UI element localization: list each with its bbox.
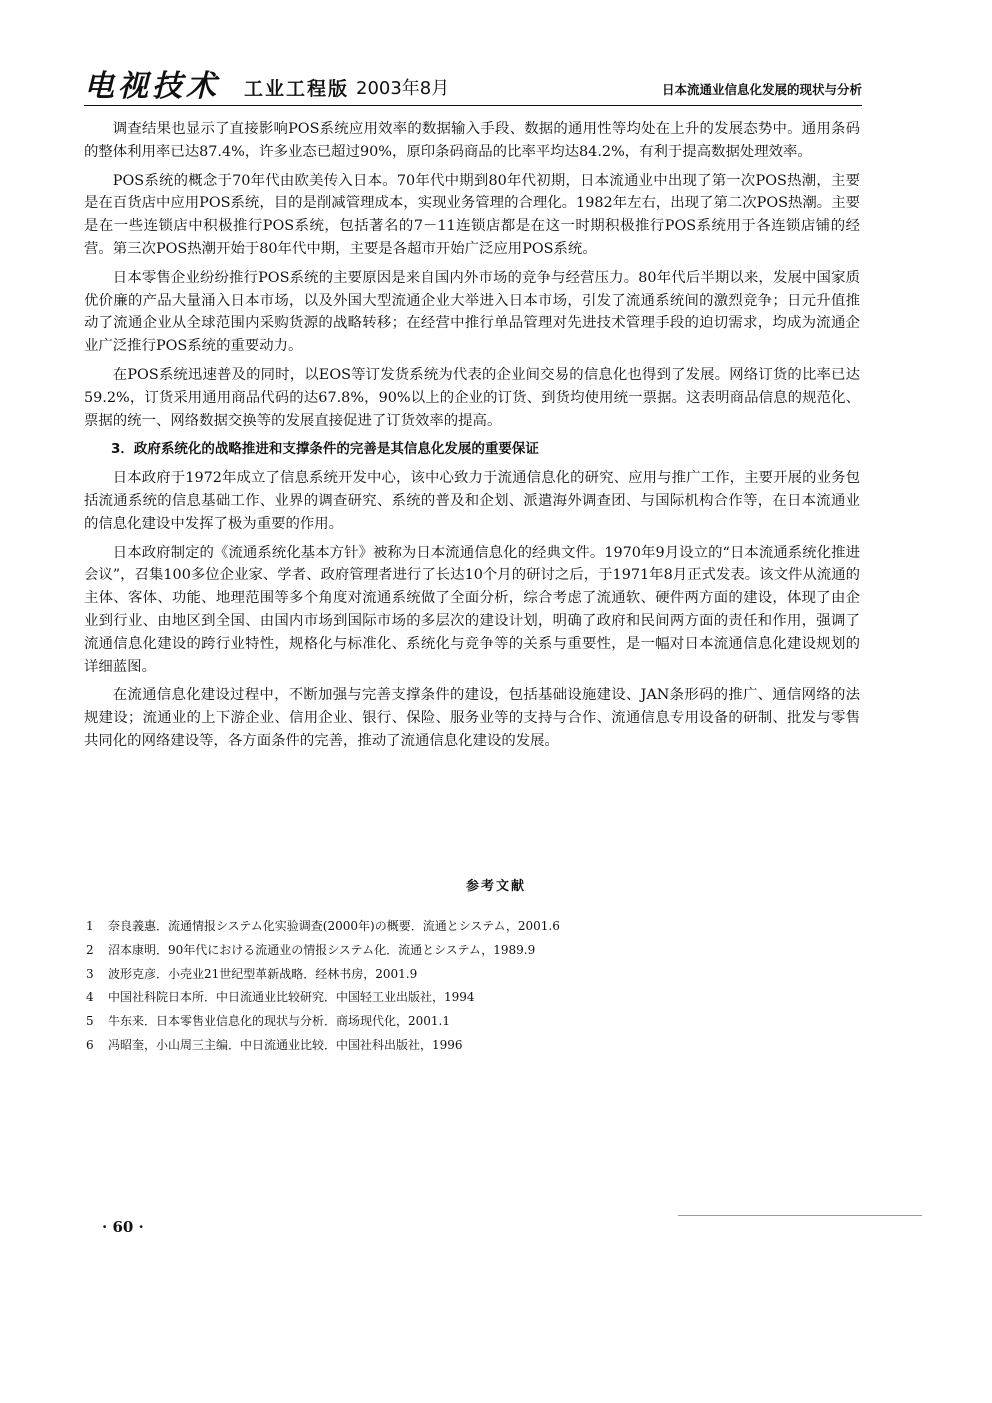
paragraph: 调查结果也显示了直接影响POS系统应用效率的数据输入手段、数据的通用性等均处在上升的发展态势中。通用条码的整体利用率已达87.4%，许多业态已超过90%，原印条码商品的比率平均达84.2%，有利于提高数据处理效率。 [84,121,860,160]
section-heading: 3．政府系统化的战略推进和支撑条件的完善是其信息化发展的重要保证 [111,441,539,458]
reference-number: 1 [86,919,94,933]
journal-edition: 工业工程版 [244,78,350,100]
reference-item [86,939,846,963]
issue-date: 2003年8月 [356,78,450,99]
paragraph: 在流通信息化建设过程中，不断加强与完善支撑条件的建设，包括基础设施建设、JAN条形码的推广、通信网络的法规建设；流通业的上下游企业、信用企业、银行、保险、服务业等的支持与合作、流通信息专用设备的研制、批发与零售共同化的网络建设等，各方面条件的完善，推动了流通信息化建设的发展。 [84,687,860,749]
journal-name: 电视技术 [84,69,220,104]
article-body [84,118,860,759]
references-title: 参考文献 [465,879,526,894]
paragraph: 日本零售企业纷纷推行POS系统的主要原因是来自国内外市场的竞争与经营压力。80年代后半期以来，发展中国家质优价廉的产品大量涌入日本市场，以及外国大型流通企业大举进入日本市场，引发了流通系统间的激烈竞争；日元升值推动了流通企业从全球范围内采购货源的战略转移；在经营中推行单品管理对先进技术管理手段的迫切需求，均成为流通企业广泛推行POS系统的重要动力。 [84,269,860,355]
reference-number: 5 [86,1014,94,1029]
reference-number: 3 [86,966,94,981]
reference-text: 奈良義惠．流通情报システム化实验调查(2000年)の概要．流通とシステム，2001.6 [108,919,560,933]
reference-text: 波形克彦．小売业21世纪型革新战略．经林书房，2001.9 [108,966,418,981]
reference-text: 中国社科院日本所．中日流通业比较研究．中国轻工业出版社，1994 [108,990,475,1005]
reference-number: 2 [86,942,94,957]
page-header [84,69,862,104]
paragraph: 日本政府制定的《流通系统化基本方针》被称为日本流通信息化的经典文件。1970年9月设立的“日本流通系统化推进会议”，召集100多位企业家、学者、政府管理者进行了长达10个月的研讨之后，于1971年8月正式发表。该文件从流通的主体、客体、功能、地理范围等多个角度对流通系统做了全面分析，综合考虑了流通软、硬件两方面的建设，体现了由企业到行业、由地区到全国、由国内市场到国际市场的多层次的建设计划，明确了政府和民间两方面的责任和作用，强调了流通信息化建设的跨行业特性，规格化与标准化、系统化与竞争等的关系与重要性，是一幅对日本流通信息化建设规划的详细蓝图。 [84,544,860,675]
reference-item [86,963,846,987]
footer-rule [678,1215,922,1216]
reference-text: 冯昭奎，小山周三主编．中日流通业比较．中国社科出版社，1996 [108,1037,463,1052]
reference-item [86,1010,846,1034]
paragraph: 在POS系统迅速普及的同时，以EOS等订发货系统为代表的企业间交易的信息化也得到了发展。网络订货的比率已达59.2%，订货采用通用商品代码的达67.8%，90%以上的企业的订货、到货均使用统一票据。这表明商品信息的规范化、票据的统一、网络数据交换等的发展直接促进了订货效率的提高。 [84,366,860,429]
running-title: 日本流通业信息化发展的现状与分析 [661,82,862,97]
page-number: · 60 · [102,1218,144,1236]
reference-item [86,1034,846,1058]
reference-text: 牛东来．日本零售业信息化的现状与分析．商场现代化，2001.1 [108,1014,450,1029]
paragraph: POS系统的概念于70年代由欧美传入日本。70年代中期到80年代初期，日本流通业中出现了第一次POS热潮，主要是在百货店中应用POS系统，目的是削减管理成本，实现业务管理的合理化。1982年左右，出现了第二次POS热潮。主要是在一些连锁店中积极推行POS系统，包括著名的7－11连锁店都是在这一时期积极推行POS系统用于各连锁店铺的经营。第三次POS热潮开始于80年代中期，主要是各超市开始广泛应用POS系统。 [84,172,860,257]
header-rule [84,105,862,106]
paragraph: 日本政府于1972年成立了信息系统开发中心，该中心致力于流通信息化的研究、应用与推广工作，主要开展的业务包括流通系统的信息基础工作、业界的调查研究、系统的普及和企划、派遣海外调查团、与国际机构合作等，在日本流通业的信息化建设中发挥了极为重要的作用。 [84,470,860,532]
reference-item [86,986,846,1010]
reference-list [86,915,846,1058]
reference-text: 沼本康明．90年代における流通业の情报システム化．流通とシステム，1989.9 [108,942,536,957]
reference-item [86,915,846,939]
reference-number: 4 [86,990,94,1005]
reference-number: 6 [86,1037,94,1052]
